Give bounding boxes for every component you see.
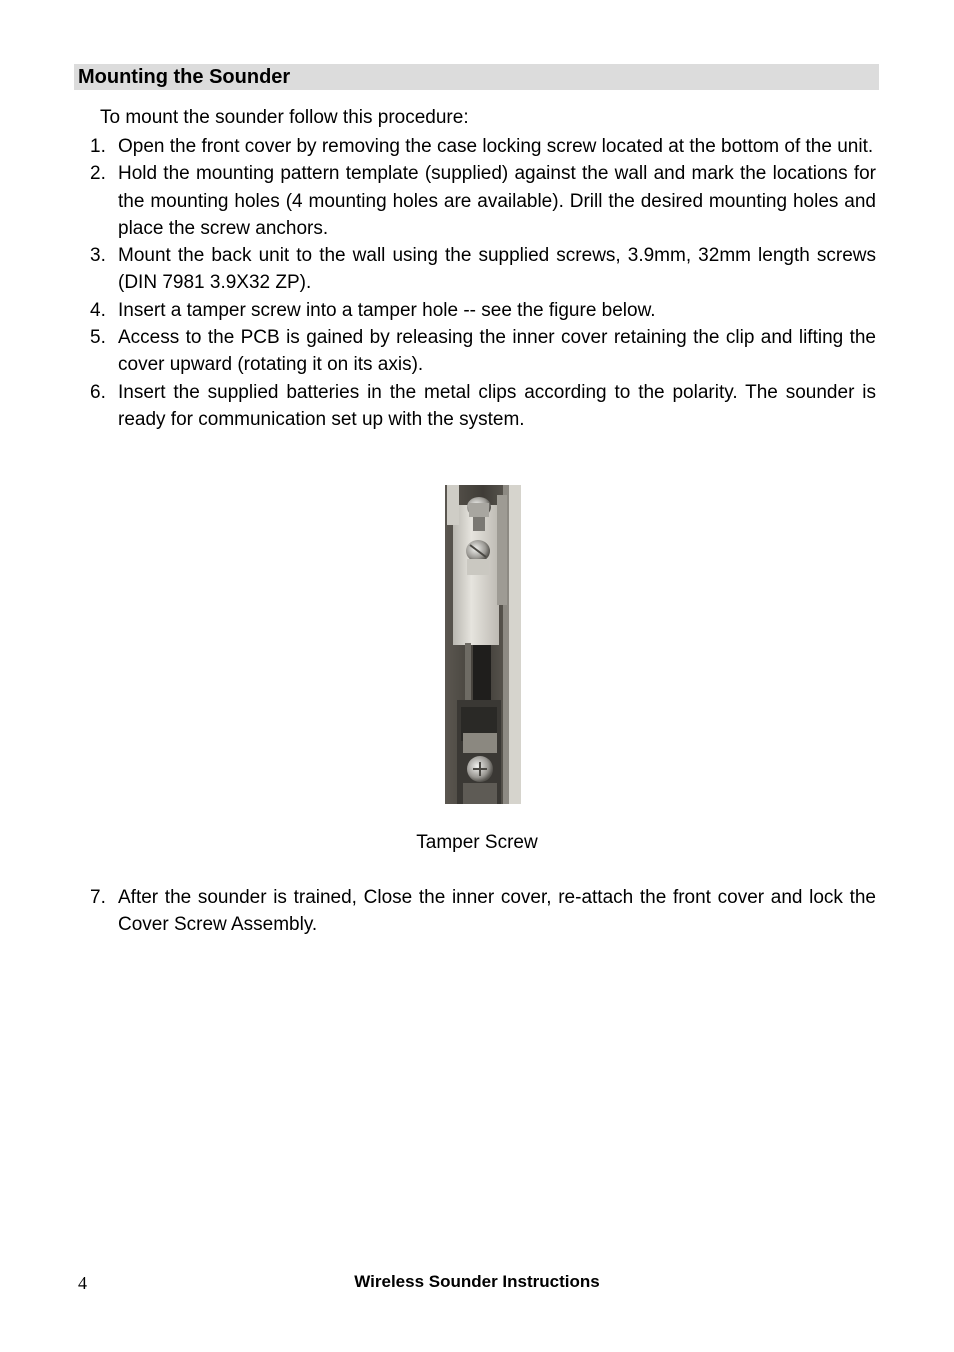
section-heading: Mounting the Sounder <box>78 66 291 88</box>
section-heading-bar <box>74 64 879 90</box>
step-number: 4. <box>90 299 106 321</box>
step-number: 7. <box>90 887 106 908</box>
step-text: Open the front cover by removing the case locking screw located at the bottom of the unit. <box>118 136 874 157</box>
page-number: 4 <box>78 1273 87 1293</box>
step-text: Insert the supplied batteries in the metal clips according to the polarity. The sounder is ready for communication set up with the system. <box>118 381 876 430</box>
procedure-steps-continued <box>90 884 876 939</box>
step-item <box>90 379 876 434</box>
step-text: Access to the PCB is gained by releasing the inner cover retaining the clip and lifting the cover upward (rotating it on its axis). <box>118 327 876 376</box>
step-text: Mount the back unit to the wall using the supplied screws, 3.9mm, 32mm length screws (DIN 7981 3.9X32 ZP). <box>118 245 876 294</box>
step-text: Insert a tamper screw into a tamper hole -- see the figure below. <box>118 299 656 321</box>
step-text: Hold the mounting pattern template (supplied) against the wall and mark the locations for the mounting holes (4 mounting holes are available). Drill the desired mounting holes and place the screw anchors. <box>118 163 876 239</box>
step-item <box>90 297 876 324</box>
step-number: 1. <box>90 136 106 157</box>
tamper-screw-photo <box>445 485 521 804</box>
figure-caption: Tamper Screw <box>416 832 538 853</box>
intro-text: To mount the sounder follow this procedure: <box>100 107 469 128</box>
step-item <box>90 324 876 379</box>
footer-title: Wireless Sounder Instructions <box>354 1272 600 1291</box>
step-text: After the sounder is trained, Close the inner cover, re-attach the front cover and lock the Cover Screw Assembly. <box>118 887 876 936</box>
tamper-screw-illustration <box>445 485 521 804</box>
step-item <box>90 160 876 242</box>
procedure-steps <box>90 133 876 433</box>
step-item <box>90 133 876 160</box>
step-item <box>90 242 876 297</box>
step-number: 6. <box>90 381 106 403</box>
step-number: 5. <box>90 327 106 349</box>
step-number: 3. <box>90 245 106 267</box>
step-item <box>90 884 876 939</box>
step-number: 2. <box>90 163 106 185</box>
